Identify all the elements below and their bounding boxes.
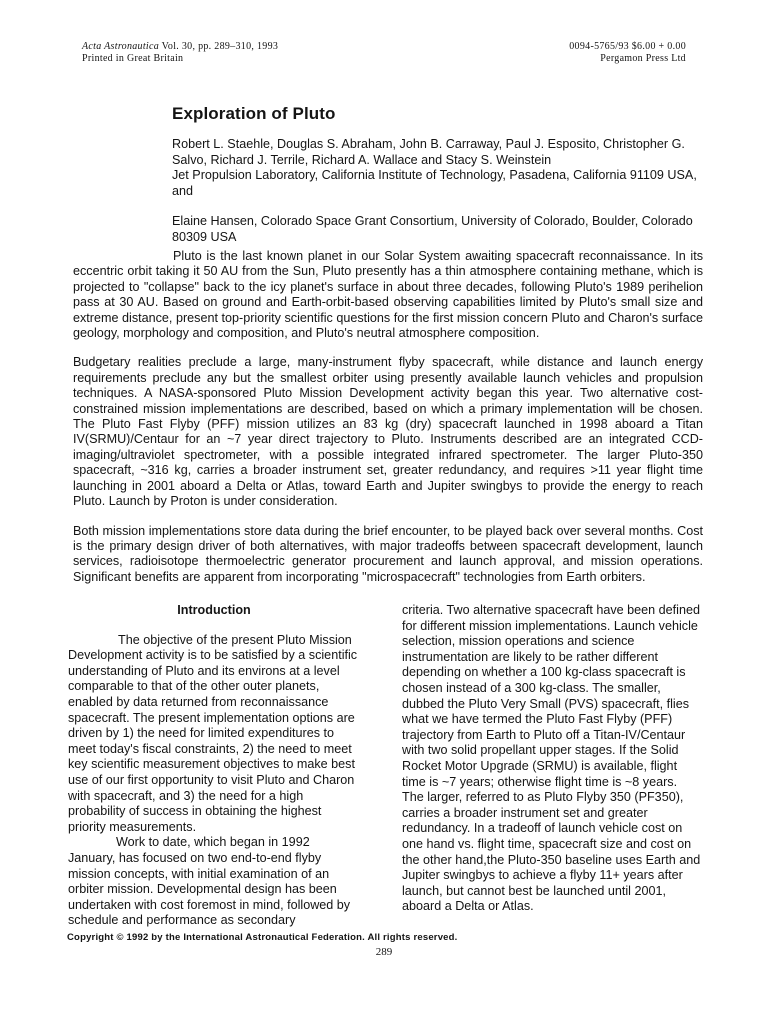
abstract — [73, 249, 703, 599]
body-column-left — [68, 603, 360, 929]
copyright-notice: Copyright © 1992 by the International Astronautical Federation. All rights reserved. — [67, 932, 458, 943]
running-header-left — [82, 41, 278, 65]
journal-citation-line — [82, 41, 278, 53]
section-heading-introduction: Introduction — [177, 603, 251, 617]
publisher-name: Pergamon Press Ltd — [600, 53, 686, 64]
abstract-paragraph-3: Both mission implementations store data during the brief encounter, to be played back over several months. Cost is the primary design driver of both alternatives, with major tradeoffs between spacecraft development, launch services, radioisotope thermoelectric generator procurement and launch approval, and mission operations. Significant benefits are apparent from incorporating "microspacecraft" technologies from Earth orbiters. — [73, 523, 703, 584]
affiliation-colorado: Elaine Hansen, Colorado Space Grant Consortium, University of Colorado, Boulder, Colorado 80309 USA — [172, 214, 693, 244]
paper-title: Exploration of Pluto — [172, 104, 336, 123]
intro-paragraph-continued: criteria. Two alternative spacecraft have been defined for different mission implementations. Launch vehicle selection, mission operations and science instrumentation are likely to be rather different depending on whether a 100 kg-class spacecraft is chosen instead of a 300 kg-class. The smaller, dubbed the Pluto Very Small (PVS) spacecraft, flies what we have termed the Pluto Fast Flyby (PFF) trajectory from Earth to Pluto off a Titan-IV/Centaur with two solid propellant upper stages. If the Solid Rocket Motor Upgrade (SRMU) is available, flight time is ~7 years; otherwise flight time is ~8 years. The larger, referred to as Pluto Flyby 350 (PF350), carries a broader instrument set and greater redundancy. In a tradeoff of launch vehicle cost on one hand vs. flight time, spacecraft size and cost on the other hand,the Pluto-350 baseline uses Earth and Jupiter swingbys to achieve a flyby 11+ years after launch, but cannot best be launched until 2001, aboard a Delta or Atlas. — [402, 603, 701, 914]
abstract-paragraph-2: Budgetary realities preclude a large, many-instrument flyby spacecraft, while distance and launch energy requirements preclude any but the smallest orbiter using presently available launch vehicles and propulsion techniques. A NASA-sponsored Pluto Mission Development activity began this year. Two alternative cost-constrained mission implementations are described, based on which a primary implementation will be chosen. The Pluto Fast Flyby (PFF) mission utilizes an 83 kg (dry) spacecraft launched in 1998 aboard a Titan IV(SRMU)/Centaur for an ~7 year direct trajectory to Pluto. Instruments described are an integrated CCD-imaging/ultraviolet spectrometer, with a possible integrated infrared spectrometer. The larger Pluto-350 spacecraft, ~316 kg, carries a broader instrument set, greater redundancy, and requires >11 year flight time launching in 2001 aboard a Delta or Atlas, toward Earth and Jupiter swingbys to provide the energy to reach Pluto. Launch by Proton is under consideration. — [73, 355, 703, 509]
intro-paragraph-1: The objective of the present Pluto Mission Development activity is to be satisfied by a scientific understanding of Pluto and its environs at a level comparable to that of the other outer planets, enabled by data returned from reconnaissance spacecraft. The present implementation options are driven by 1) the need for limited expenditures to meet today's fiscal constraints, 2) the need to meet key scientific measurement objectives to make best use of our first opportunity to visit Pluto and Charon with spacecraft, and 3) the need for a high probability of success in obtaining the highest priority measurements. — [68, 632, 358, 834]
printed-location: Printed in Great Britain — [82, 53, 184, 64]
journal-name: Acta Astronautica — [82, 41, 160, 52]
body-column-right — [402, 603, 702, 915]
running-header-right — [569, 41, 686, 65]
abstract-paragraph-1: Pluto is the last known planet in our Solar System awaiting spacecraft reconnaissance. In its eccentric orbit taking it 50 AU from the Sun, Pluto presently has a thin atmosphere containing methane, which is projected to "collapse" back to the icy planet's surface in about three decades, following Pluto's 1989 perihelion pass at 30 AU. Based on ground and Earth-orbit-based observing capabilities limited by Pluto's small size and extreme distance, present top-priority scientific questions for the first mission concern Pluto and Charon's surface geology, morphology and composition, and Pluto's neutral atmosphere composition. — [73, 249, 703, 341]
author-names: Robert L. Staehle, Douglas S. Abraham, John B. Carraway, Paul J. Esposito, Christopher G. Salvo, Richard J. Terrile, Richard A. Wallace and Stacy S. Weinstein — [172, 137, 685, 167]
author-block — [172, 137, 712, 245]
page-number: 289 — [375, 946, 393, 958]
issn-price-code: 0094-5765/93 $6.00 + 0.00 — [569, 41, 686, 52]
affiliation-jpl: Jet Propulsion Laboratory, California Institute of Technology, Pasadena, California 91109 USA, and — [172, 168, 697, 198]
intro-paragraph-2: Work to date, which began in 1992 January, has focused on two end-to-end flyby mission concepts, with initial examination of an orbiter mission. Developmental design has been undertaken with cost foremost in mind, followed by schedule and performance as secondary — [68, 835, 351, 928]
journal-volume-pages: Vol. 30, pp. 289–310, 1993 — [161, 41, 279, 52]
